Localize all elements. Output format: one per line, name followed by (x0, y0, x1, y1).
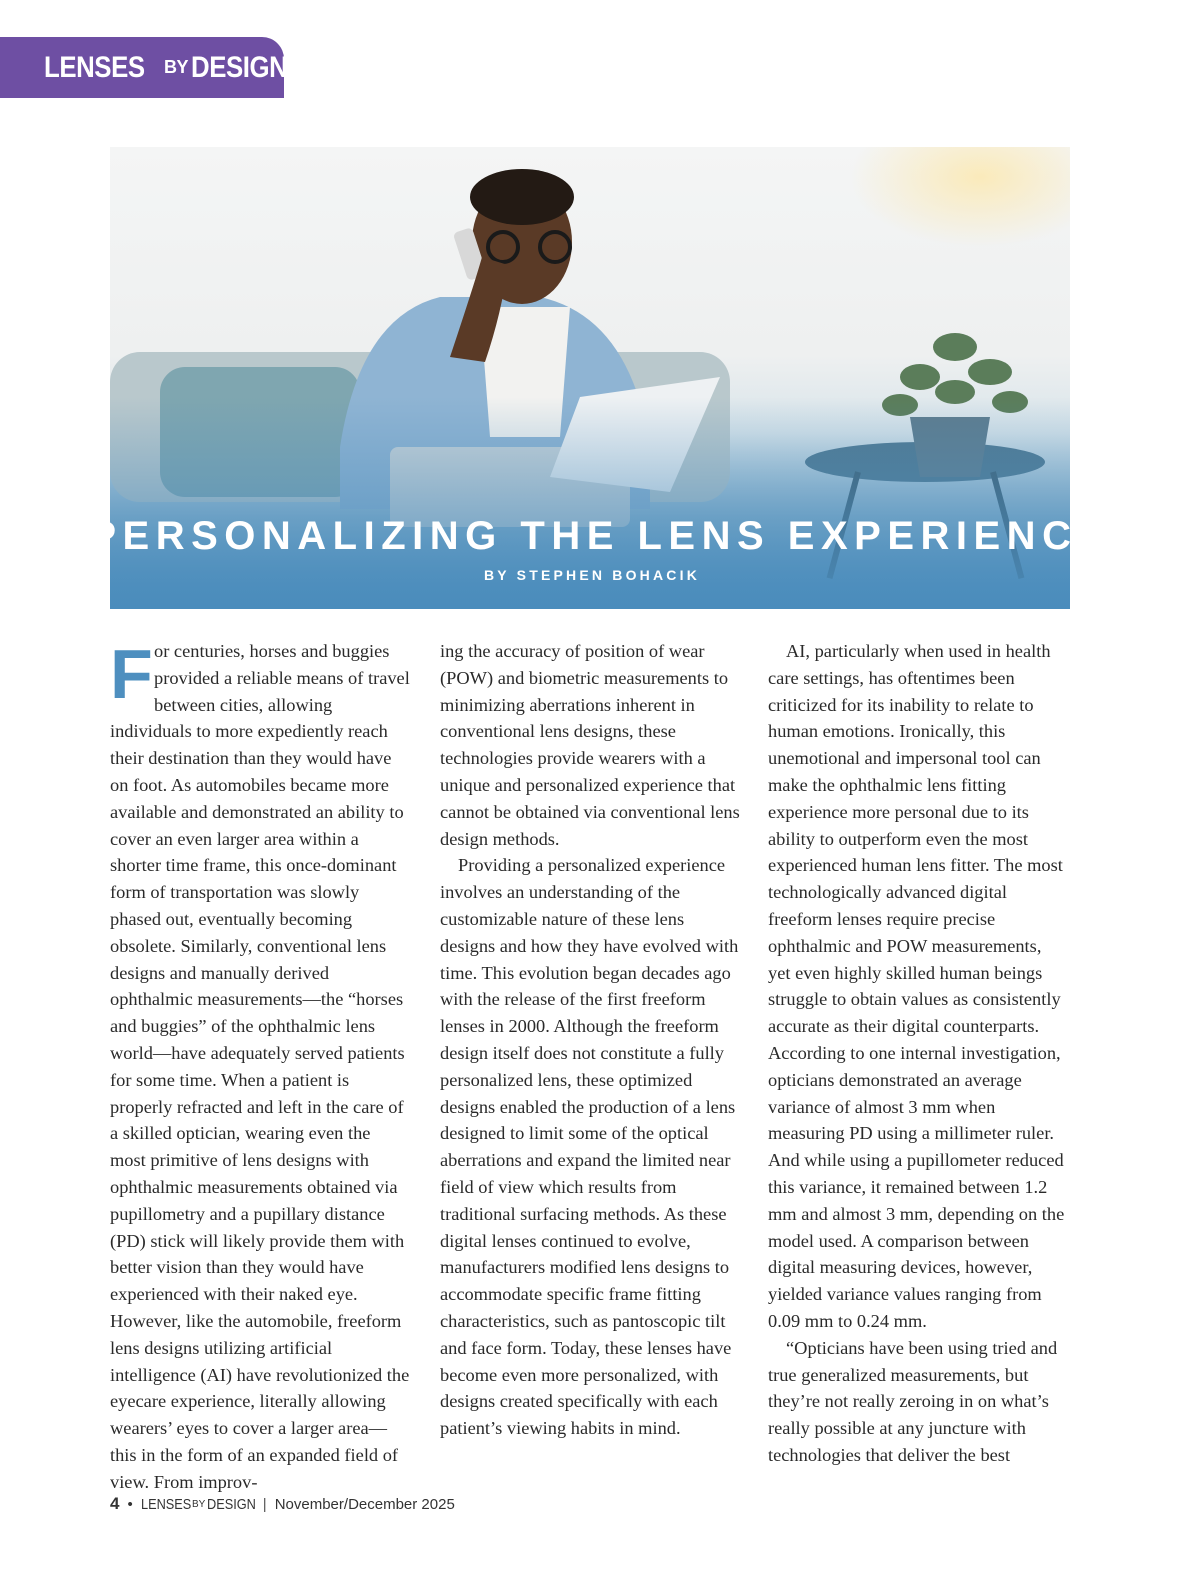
column-1-text: or centuries, horses and buggies provided a reliable means of travel between cities, allowing individuals to more expediently reach their destination than they would have on foot. As automobiles became more available and demonstrated an ability to cover an even larger area within a shorter time frame, this once-dominant form of transportation was slowly phased out, eventually becoming obsolete. Similarly, conventional lens designs and manually derived ophthalmic measurements—the “horses and buggies” of the ophthalmic lens world—have adequately served patients for some time. When a patient is properly refracted and left in the care of a skilled optician, wearing even the most primitive of lens designs with ophthalmic measurements obtained via pupillometry and a pupillary distance (PD) stick will likely provide them with better vision than they would have experienced with their naked eye. However, like the automobile, freeform lens designs utilizing artificial intelligence (AI) have revolutionized the eyecare experience, literally allowing wearers’ eyes to cover a larger area—this in the form of an expanded field of view. From improv- (110, 641, 410, 1492)
column-2-paragraph-1: ing the accuracy of position of wear (POW) and biometric measurements to minimizing aberrations inherent in conventional lens designs, these technologies provide wearers with a unique and personalized experience that cannot be obtained via conventional lens design methods. (440, 641, 740, 849)
page-footer (110, 1494, 455, 1514)
footer-bullet: • (127, 1495, 133, 1513)
footer-separator: | (262, 1495, 267, 1513)
article-byline: BY STEPHEN BOHACIK (483, 567, 701, 583)
footer-brand-design: DESIGN (207, 1495, 257, 1513)
page-number: 4 (110, 1494, 120, 1513)
footer-brand-by: BY (191, 1498, 206, 1510)
column-2-paragraph-2: Providing a personalized experience involves an understanding of the customizable nature of these lens designs and how they have evolved with time. This evolution began decades ago with the release of the first freeform lenses in 2000. Although the freeform design itself does not constitute a fully personalized lens, these optimized designs enabled the production of a lens designed to limit some of the optical aberrations and expand the limited near field of view which results from traditional surfacing methods. As these digital lenses continued to evolve, manufacturers modified lens designs to accommodate specific frame fitting characteristics, such as pantoscopic tilt and face form. Today, these lenses have become even more personalized, with designs created specifically with each patient’s viewing habits in mind. (440, 855, 739, 1439)
footer-brand-lenses: LENSES (140, 1495, 192, 1513)
article-column-2 (440, 638, 740, 1442)
issue-date: November/December 2025 (274, 1495, 455, 1513)
tab-word-design: DESIGN (191, 50, 288, 84)
column-3-paragraph-2: “Opticians have been using tried and true generalized measurements, but they’re not really zeroing in on what’s really possible at any juncture with technologies that deliver the best (768, 1337, 1058, 1465)
article-column-1 (110, 635, 410, 1496)
tab-word-by: BY (164, 57, 189, 77)
window-light (850, 147, 1070, 247)
section-tab (0, 37, 288, 98)
column-3-paragraph-1: AI, particularly when used in health care settings, has oftentimes been criticized for its inability to relate to human emotions. Ironically, this unemotional and impersonal tool can make the ophthalmic lens fitting experience more personal due to its ability to outperform even the most experienced human lens fitter. The most technologically advanced digital freeform lenses require precise ophthalmic and POW measurements, yet even highly skilled human beings struggle to obtain values as consistently accurate as their digital counterparts. According to one internal investigation, opticians demonstrated an average variance of almost 3 mm when measuring PD using a millimeter ruler. And while using a pupillometer reduced this variance, it remained between 1.2 mm and almost 3 mm, depending on the model used. A comparison between digital measuring devices, however, yielded variance values ranging from 0.09 mm to 0.24 mm. (768, 641, 1065, 1331)
drop-cap: F (110, 635, 153, 713)
article-title: PERSONALIZING THE LENS EXPERIENCE (89, 514, 1111, 558)
article-column-3 (768, 638, 1068, 1469)
person-hair (470, 169, 574, 225)
tab-word-lenses: LENSES (44, 50, 145, 84)
